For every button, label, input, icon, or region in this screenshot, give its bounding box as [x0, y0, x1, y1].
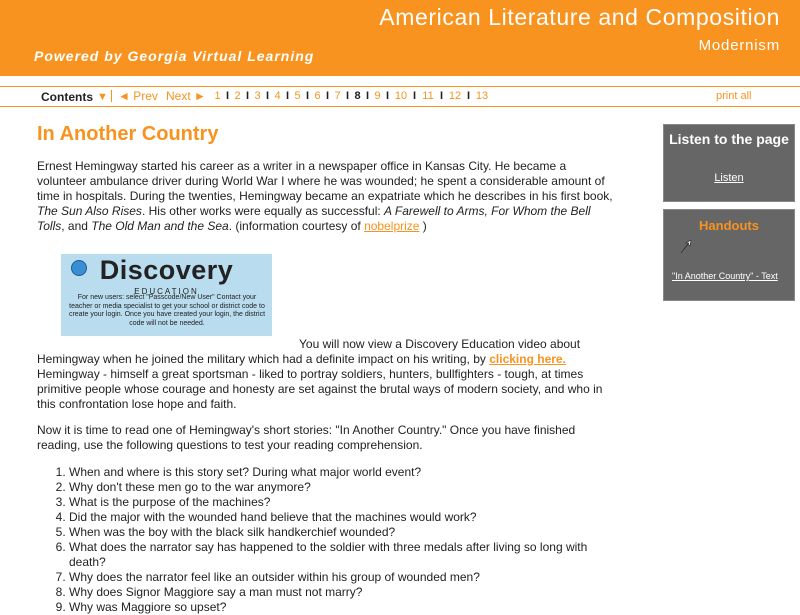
discovery-login-note: For new users: select "Passcode/New User" Contact your teacher or media specialist to get your school or district code to create your login. Once you have created your login, the district code will not be needed. [68, 294, 266, 327]
main-content [37, 120, 617, 615]
page-link-9[interactable]: 9 [374, 90, 381, 102]
page-link-1[interactable]: 1 [214, 90, 221, 102]
page-link-7[interactable]: 7 [334, 90, 341, 102]
page-navigation [0, 87, 800, 106]
listen-box [663, 124, 795, 202]
page-number-list: 1 I 2 I 3 I 4 I 5 I 6 I 7 I 8 I 9 I 10 I 11 I 12 I 13 [211, 90, 492, 102]
prev-button[interactable]: ◄ Prev [118, 89, 158, 103]
question-item: 5. When was the boy with the black silk handkerchief wounded? [69, 525, 617, 540]
page-link-10[interactable]: 10 [394, 90, 408, 102]
nobelprize-link[interactable]: nobelprize [364, 219, 420, 233]
listen-header: Listen to the page [669, 131, 789, 147]
site-header [0, 0, 800, 76]
listen-link[interactable]: Listen [714, 172, 744, 184]
page-link-11[interactable]: 11 [422, 90, 434, 102]
discovery-education-logo[interactable] [61, 254, 272, 336]
question-item: 3. What is the purpose of the machines? [69, 495, 617, 510]
reading-instructions: Now it is time to read one of Hemingway's short stories: "In Another Country." Once you have finished reading, use the following questions to test your reading comprehension. [37, 423, 576, 452]
page-link-3[interactable]: 3 [254, 90, 261, 102]
book-title: The Sun Also Rises [37, 204, 142, 218]
page-link-13[interactable]: 13 [475, 90, 489, 102]
question-item: 6. What does the narrator say has happened to the soldier with three medals after living so long with death? [69, 540, 617, 570]
nav-divider-bottom [0, 106, 800, 107]
intro-paragraph: Ernest Hemingway started his career as a writer in a newspaper office in Kansas City. He became a volunteer ambulance driver during World War I where he was wounded; he spent a considerable amount of time in hospitals. During the twenties, Hemingway became an expatriate which he describes in his first book, The Sun Also Rises. His other works were equally as successful: A Farewell to Arms, For Whom the Bell Tolls, and The Old Man and the Sea. (information courtesy of nobelprize ) [37, 159, 613, 233]
question-item: 4. Did the major with the wounded hand believe that the machines would work? [69, 510, 617, 525]
video-paragraph: You will now view a Discovery Education video about Hemingway when he joined the military which had a definite impact on his writing, by clicking here. Hemingway - himself a great sportsman - liked to portray soldiers, hunters, bullfighters - tough, at times primitive people whose courage and honesty are set against the brutal ways of modern society, and who in this confrontation lose hope and faith. [37, 337, 603, 411]
contents-menu[interactable]: Contents [41, 90, 93, 104]
page-link-5[interactable]: 5 [294, 90, 301, 102]
unit-subtitle: Modernism [698, 37, 780, 54]
page-link-6[interactable]: 6 [314, 90, 321, 102]
question-item: 7. Why does the narrator feel like an outsider within his group of wounded men? [69, 570, 617, 585]
handouts-box [663, 209, 795, 301]
page-link-12[interactable]: 12 [448, 90, 462, 102]
page-link-2[interactable]: 2 [234, 90, 241, 102]
question-item: 2. Why don't these men go to the war anymore? [69, 480, 617, 495]
video-link[interactable]: clicking here. [489, 352, 566, 366]
course-title: American Literature and Composition [379, 4, 780, 30]
cursor-icon [680, 240, 692, 254]
handout-link[interactable]: "In Another Country" - Text [672, 271, 778, 281]
handouts-header: Handouts [699, 218, 759, 233]
chevron-down-icon[interactable]: ▼ [97, 91, 108, 103]
discovery-education-label: EDUCATION [134, 287, 199, 296]
book-titles: A Farewell to Arms, For Whom the Bell Tolls [37, 204, 591, 233]
question-list [37, 465, 617, 615]
next-button[interactable]: Next ► [166, 89, 206, 103]
book-title: The Old Man and the Sea [91, 219, 229, 233]
print-all-link[interactable]: print all [716, 90, 752, 102]
nav-separator [111, 90, 112, 102]
powered-by-logo: Powered by Georgia Virtual Learning [34, 48, 315, 64]
page-title: In Another Country [37, 123, 219, 145]
question-item: 1. When and where is this story set? During what major world event? [69, 465, 617, 480]
question-item: 9. Why was Maggiore so upset? [69, 600, 617, 615]
question-item: 8. Why does Signor Maggiore say a man must not marry? [69, 585, 617, 600]
discovery-wordmark: Discovery [99, 255, 234, 285]
page-link-4[interactable]: 4 [274, 90, 281, 102]
current-page-indicator: 8 [354, 90, 361, 102]
